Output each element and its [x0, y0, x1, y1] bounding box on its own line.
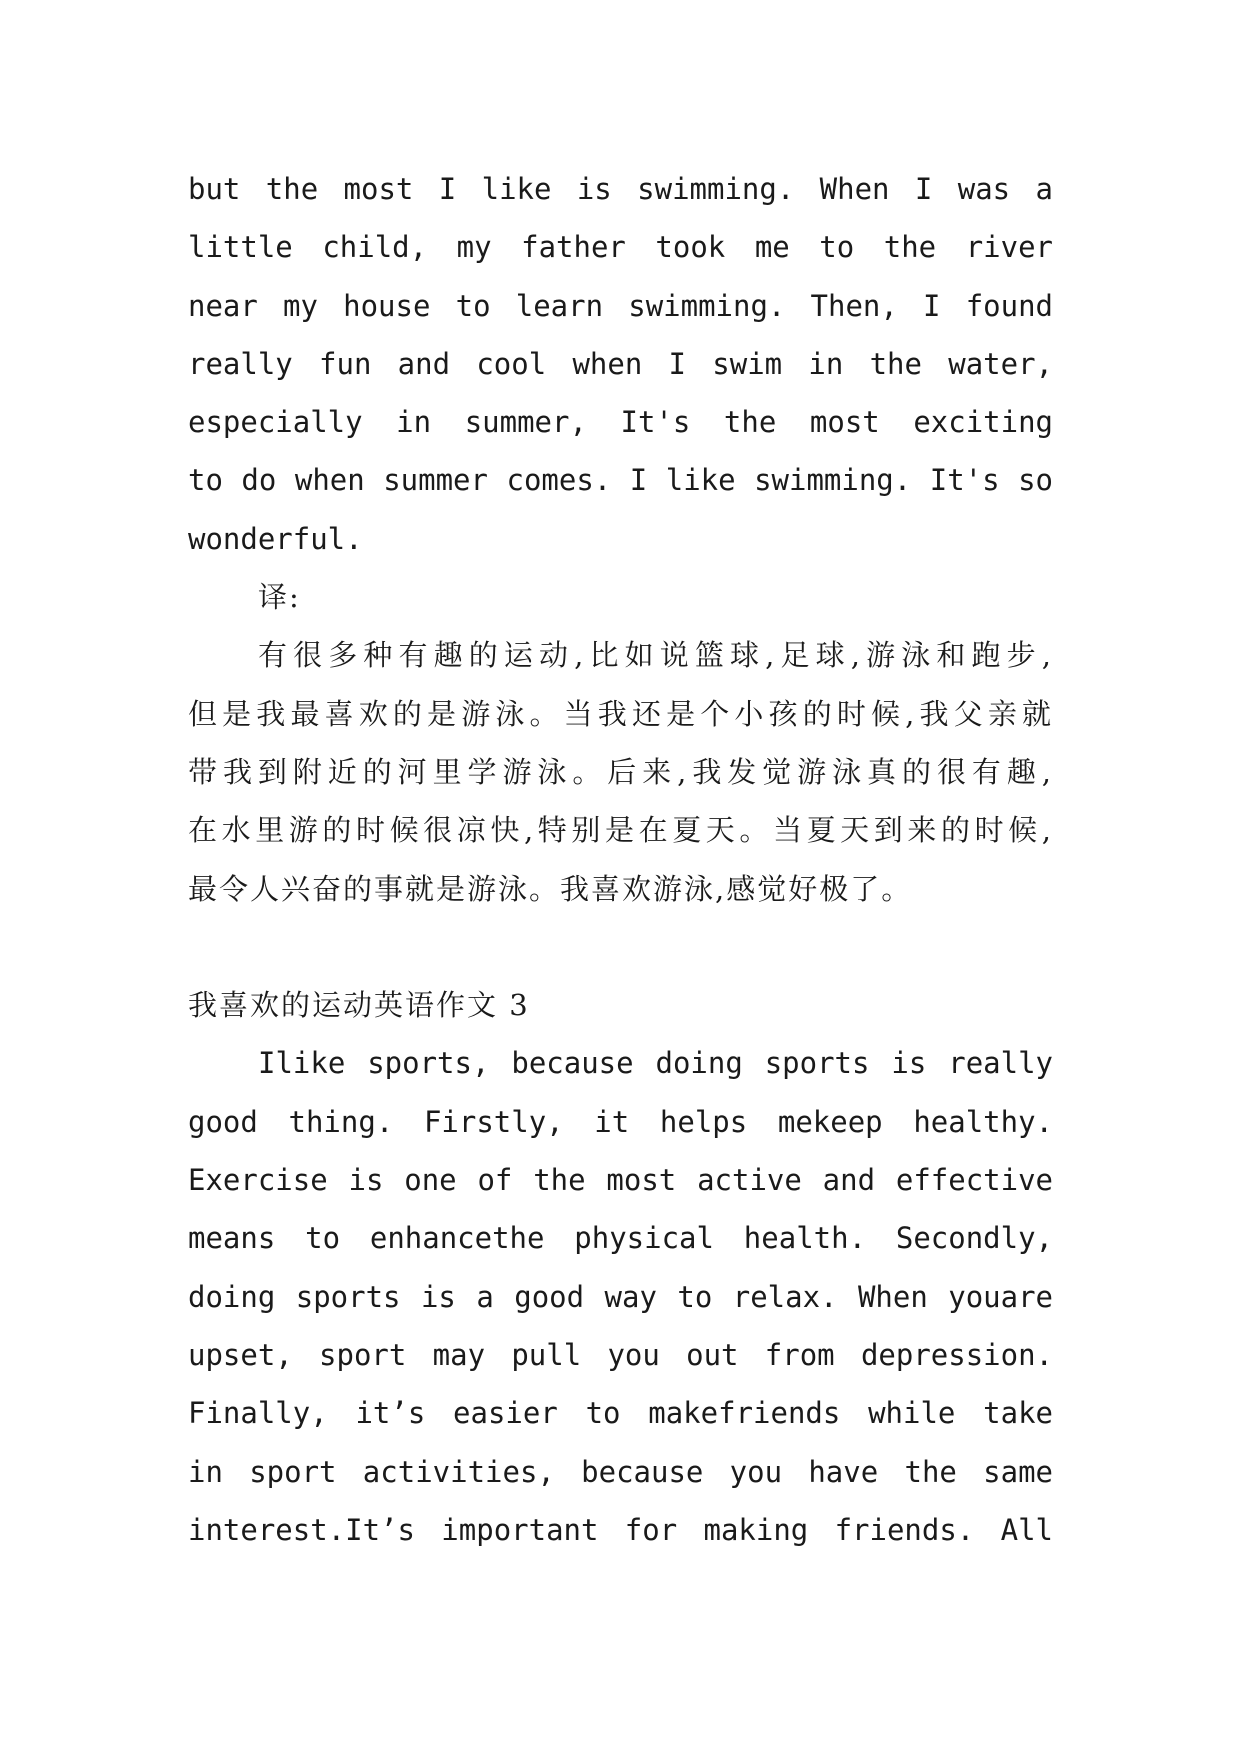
paragraph-line: in sport activities, because you have the same — [188, 1454, 1053, 1489]
paragraph-line: little child, my father took me to the river — [188, 230, 1053, 265]
paragraph-line: especially in summer, It's the most exciting — [188, 405, 1053, 440]
translation-line-last: 最令人兴奋的事就是游泳。我喜欢游泳,感觉好极了。 — [188, 871, 913, 906]
page-content — [188, 160, 1053, 1559]
essay-3-english — [188, 1034, 1053, 1559]
paragraph-line: upset, sport may pull you out from depression. — [188, 1337, 1053, 1372]
translation-line: 有很多种有趣的运动,比如说篮球,足球,游泳和跑步, — [258, 638, 1053, 673]
paragraph-line: near my house to learn swimming. Then, I found — [188, 288, 1053, 323]
paragraph-line: Finally, it’s easier to makefriends while take — [188, 1396, 1053, 1431]
paragraph-line: good thing. Firstly, it helps mekeep healthy. — [188, 1104, 1053, 1139]
translation-line: 带我到附近的河里学游泳。后来,我发觉游泳真的很有趣, — [188, 754, 1053, 789]
translation-label: 译: — [258, 580, 301, 615]
paragraph-line: to do when summer comes. I like swimming. It's so — [188, 463, 1053, 498]
essay-2-english — [188, 160, 1053, 568]
paragraph-line: interest.It’s important for making friends. All — [188, 1512, 1053, 1547]
paragraph-line: Exercise is one of the most active and effective — [188, 1163, 1053, 1198]
paragraph-line: Ilike sports, because doing sports is really — [258, 1046, 1053, 1081]
translation-line: 但是我最喜欢的是游泳。当我还是个小孩的时候,我父亲就 — [188, 696, 1053, 731]
essay-2-chinese-translation — [188, 626, 1053, 917]
section-title: 我喜欢的运动英语作文 3 — [188, 988, 530, 1023]
paragraph-line: but the most I like is swimming. When I was a — [188, 172, 1053, 206]
paragraph-line-last: wonderful. — [188, 521, 363, 556]
paragraph-line: doing sports is a good way to relax. When youare — [188, 1279, 1053, 1314]
translation-line: 在水里游的时候很凉快,特别是在夏天。当夏天到来的时候, — [188, 813, 1053, 848]
paragraph-line: really fun and cool when I swim in the water, — [188, 346, 1053, 381]
section-spacer — [188, 918, 1053, 976]
paragraph-line: means to enhancethe physical health. Secondly, — [188, 1221, 1053, 1256]
